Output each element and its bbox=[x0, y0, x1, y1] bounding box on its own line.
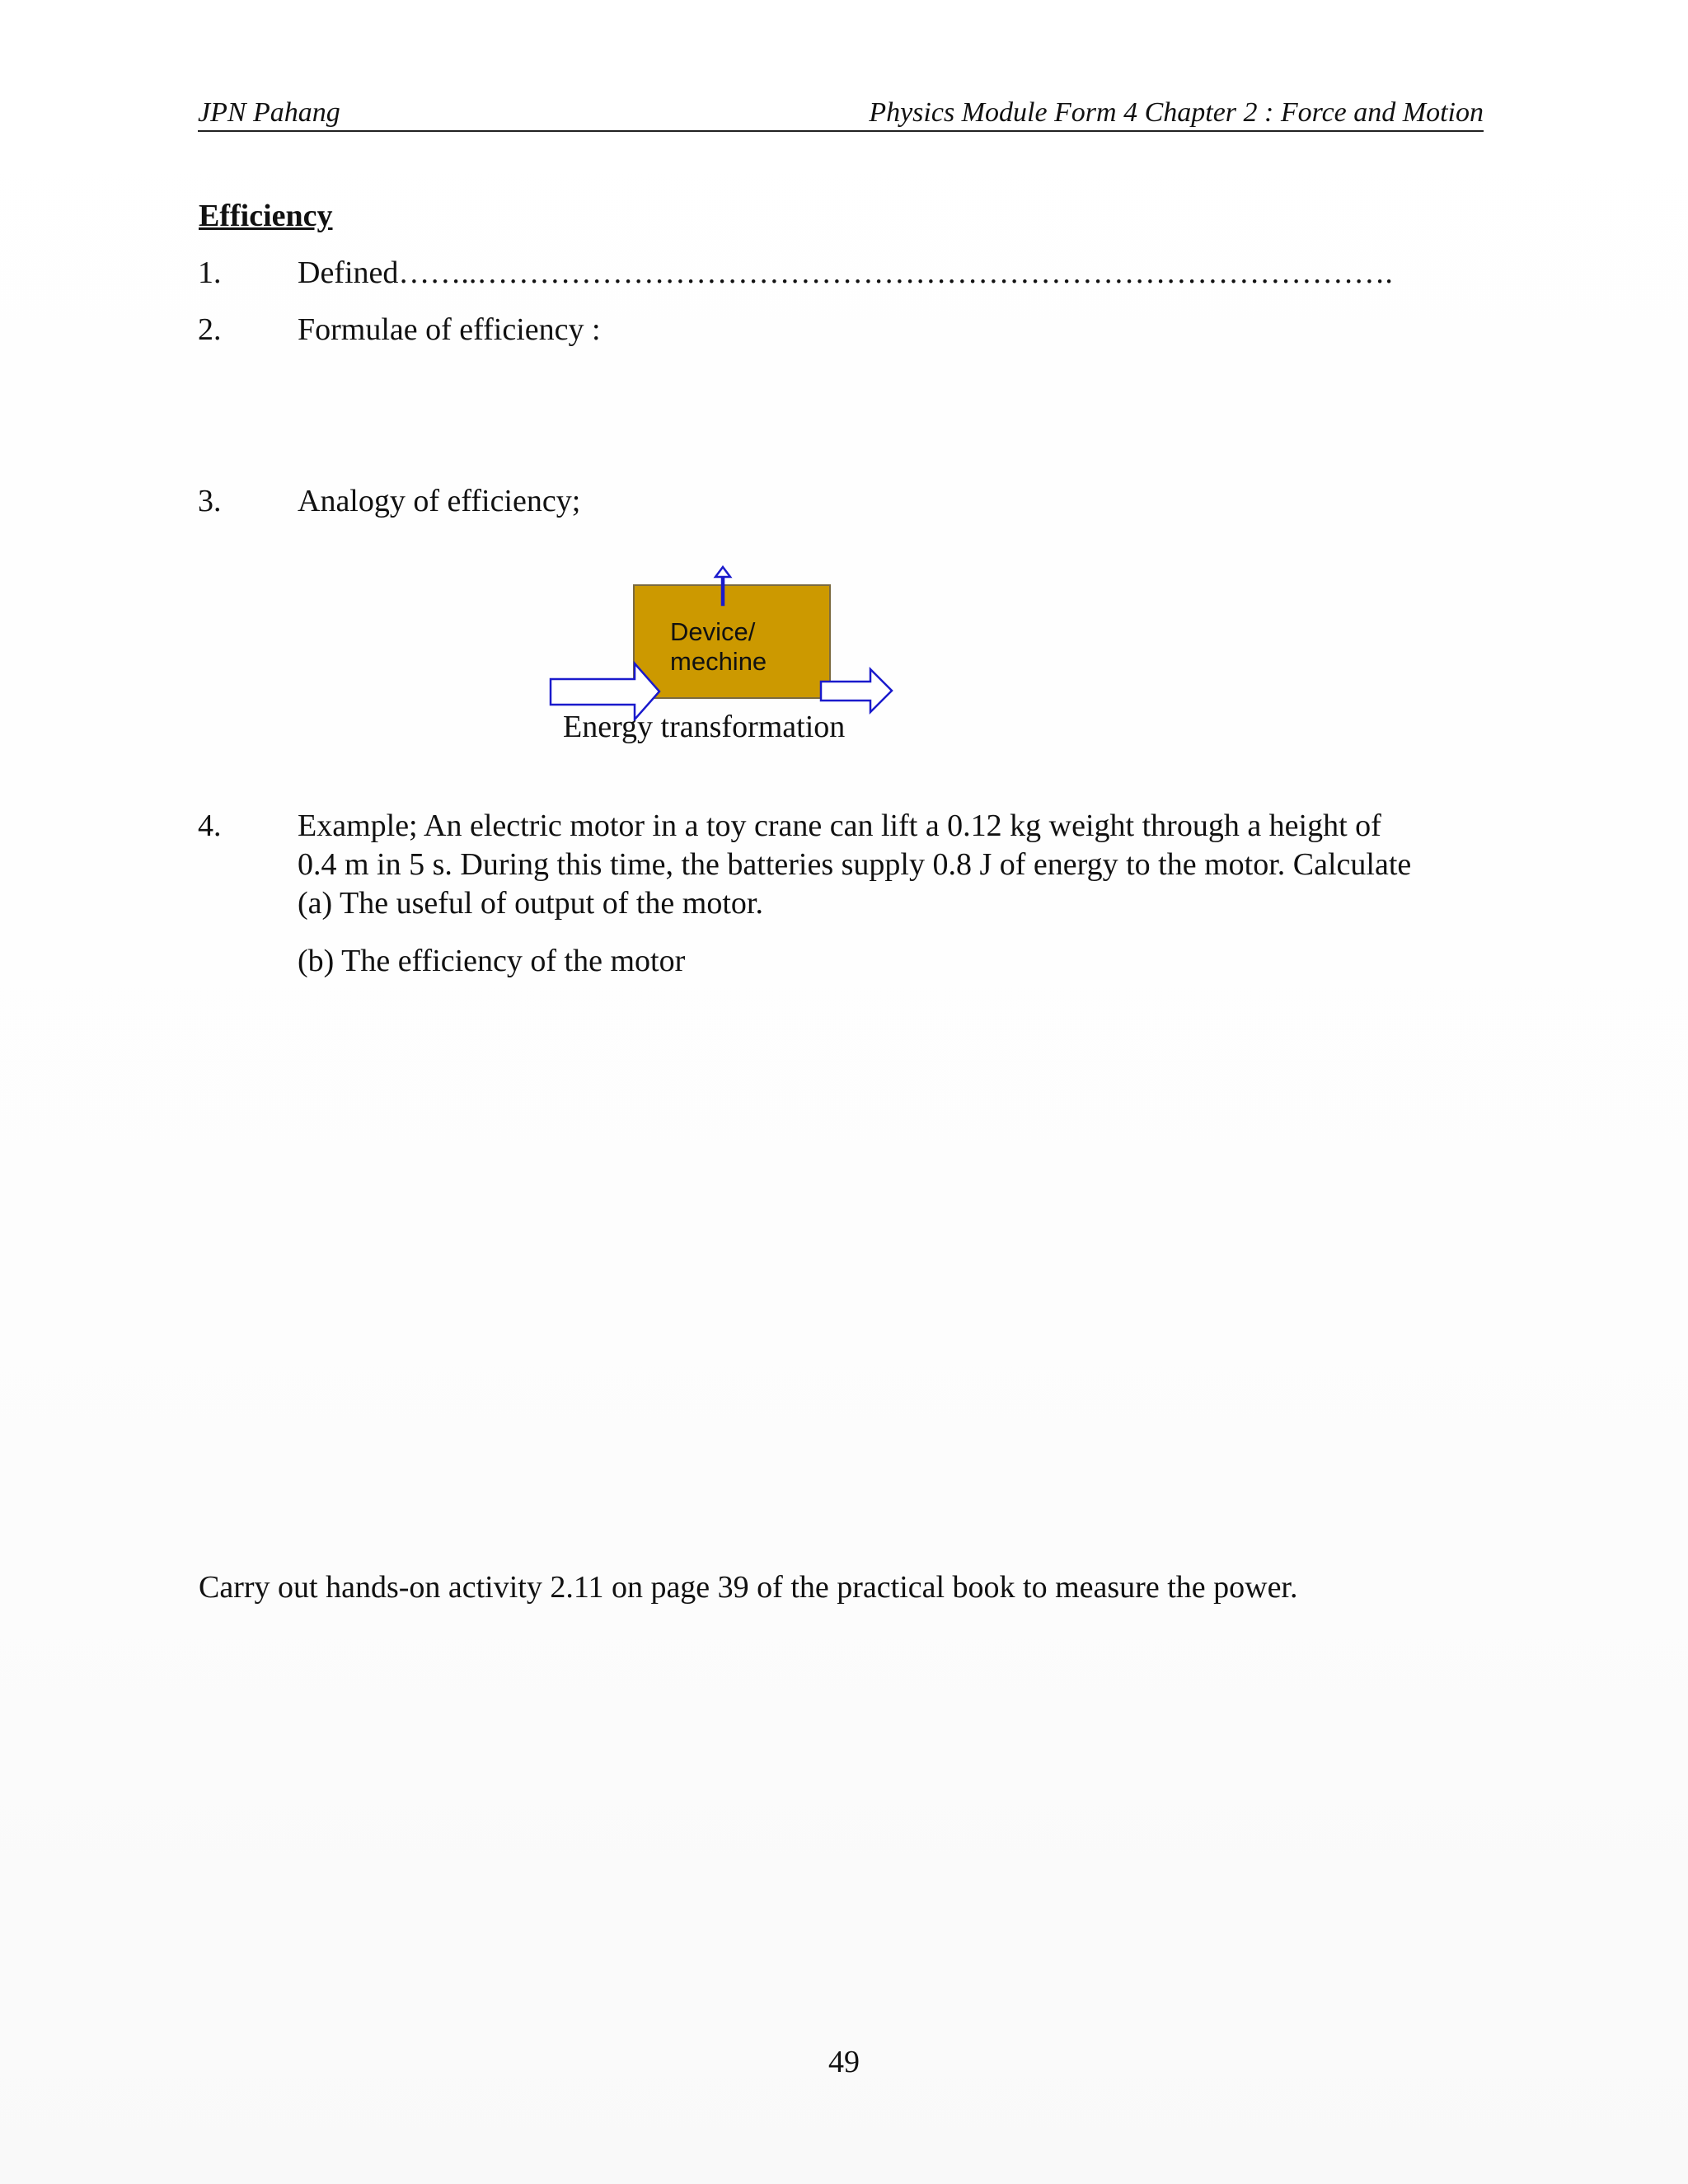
item-number: 4. bbox=[198, 808, 222, 843]
example-text: 0.4 m in 5 s. During this time, the batteries supply 0.8 J of energy to the motor. Calculate bbox=[298, 847, 1412, 882]
diagram-caption: Energy transformation bbox=[563, 710, 846, 744]
device-label: Device/ mechine bbox=[670, 617, 767, 676]
header-right: Physics Module Form 4 Chapter 2 : Force and Motion bbox=[869, 97, 1484, 128]
example-part-b-text: (b) The efficiency of the motor bbox=[298, 944, 686, 978]
header-left: JPN Pahang bbox=[198, 97, 340, 128]
example-part-a-text: (a) The useful of output of the motor. bbox=[298, 886, 763, 921]
page-number: 49 bbox=[828, 2045, 860, 2079]
activity-note: Carry out hands-on activity 2.11 on page 39 of the practical book to measure the power. bbox=[199, 1570, 1298, 1605]
item-number: 1. bbox=[198, 255, 222, 290]
up-arrow-icon bbox=[715, 567, 730, 605]
item-number: 2. bbox=[198, 312, 222, 347]
item-text: Formulae of efficiency : bbox=[298, 312, 601, 347]
output-arrow-icon bbox=[821, 669, 892, 712]
energy-transformation-diagram bbox=[528, 560, 907, 758]
item-text: Example; An electric motor in a toy crane can lift a 0.12 kg weight through a height of bbox=[298, 808, 1381, 843]
section-title: Efficiency bbox=[199, 199, 333, 233]
page-header bbox=[198, 96, 1484, 132]
item-text: Defined……..……………………………………………………………………………. bbox=[298, 255, 1393, 290]
arrows bbox=[528, 560, 907, 725]
item-text: Analogy of efficiency; bbox=[298, 484, 581, 518]
item-number: 3. bbox=[198, 484, 222, 518]
